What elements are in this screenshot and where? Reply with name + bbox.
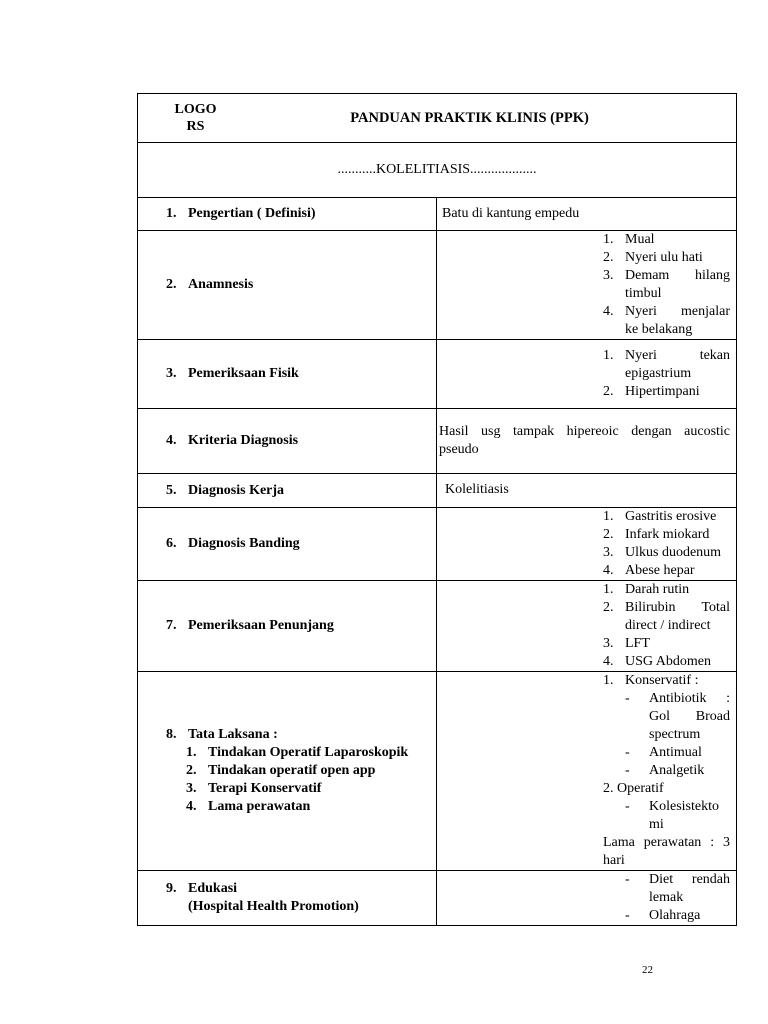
list-item: direct / indirect <box>625 618 711 633</box>
lama-perawatan: Lama perawatan : 3 <box>603 835 731 850</box>
row-label-text: Tata Laksana : <box>188 727 278 742</box>
list-item: epigastrium <box>625 366 692 381</box>
row-value <box>437 581 737 672</box>
row-value <box>437 340 737 409</box>
row-edukasi <box>138 871 737 926</box>
row-number: 1. <box>166 206 177 221</box>
row-label <box>138 474 437 508</box>
list-item: 2. Nyeri ulu hati <box>603 250 703 265</box>
dash-item: - Diet rendah <box>625 872 731 887</box>
logo-line2: RS <box>186 119 205 134</box>
row-label-text: Pemeriksaan Penunjang <box>188 618 334 633</box>
row-label-text: Anamnesis <box>188 277 254 292</box>
row-number: 2. <box>166 277 177 292</box>
row-label-text: Pemeriksaan Fisik <box>188 366 299 381</box>
list-item: ke belakang <box>625 322 693 337</box>
row-label <box>138 672 437 871</box>
row-number: 6. <box>166 536 177 551</box>
row-value <box>437 198 737 231</box>
page-number: 22 <box>642 964 653 976</box>
row-label <box>138 231 437 340</box>
value-text: pseudo <box>439 442 479 457</box>
dash-item: - Kolesistekto <box>625 799 719 814</box>
dash-item-cont: Gol Broad <box>649 709 731 724</box>
anamnesis-list <box>439 231 730 339</box>
sub-item: 2. Tindakan operatif open app <box>186 763 376 778</box>
document-title: PANDUAN PRAKTIK KLINIS (PPK) <box>350 109 589 126</box>
row-label <box>138 581 437 672</box>
sub-item: 4. Lama perawatan <box>186 799 311 814</box>
operatif-heading: 2. Operatif <box>603 781 664 796</box>
value-text: Hasil usg tampak hipereoic dengan aucostic <box>439 424 731 439</box>
list-item: 2. Bilirubin Total <box>603 600 731 615</box>
header-row <box>138 94 737 143</box>
row-value <box>437 508 737 581</box>
logo-line1: LOGO <box>174 102 217 117</box>
row-value <box>437 231 737 340</box>
row-label <box>138 340 437 409</box>
dash-item-cont: mi <box>649 817 664 832</box>
banding-list <box>439 508 730 580</box>
row-tata-laksana <box>138 672 737 871</box>
row-label-text: Kriteria Diagnosis <box>188 433 299 448</box>
penunjang-list <box>439 581 730 671</box>
list-item: 3. Ulkus duodenum <box>603 545 722 560</box>
sub-item: 1. Tindakan Operatif Laparoskopik <box>186 745 409 760</box>
header-cell <box>138 94 737 143</box>
row-label <box>138 508 437 581</box>
row-anamnesis <box>138 231 737 340</box>
dash-item-cont: spectrum <box>649 727 701 742</box>
row-label <box>138 871 437 926</box>
row-pemeriksaan-penunjang <box>138 581 737 672</box>
row-number: 7. <box>166 618 177 633</box>
dash-item: - Analgetik <box>625 763 705 778</box>
fisik-list <box>439 347 730 401</box>
row-pemeriksaan-fisik <box>138 340 737 409</box>
list-item: 1. Nyeri tekan <box>603 348 731 363</box>
row-label-text: Diagnosis Banding <box>188 536 300 551</box>
row-label <box>138 409 437 474</box>
list-item: 1. Darah rutin <box>603 582 690 597</box>
lama-perawatan-cont: hari <box>603 853 625 868</box>
list-item: 1. Gastritis erosive <box>603 509 717 524</box>
dash-item: - Antibiotik : <box>625 691 731 706</box>
dash-item: - Olahraga <box>625 908 701 923</box>
row-label-text: Pengertian ( Definisi) <box>188 206 316 221</box>
row-label-sub: (Hospital Health Promotion) <box>188 899 359 914</box>
list-item: 3. LFT <box>603 636 650 651</box>
row-number: 9. <box>166 881 177 896</box>
dash-item-cont: lemak <box>649 890 684 905</box>
list-item: timbul <box>625 286 662 301</box>
value-text: Batu di kantung empedu <box>442 206 580 221</box>
list-item: 1. Mual <box>603 232 655 247</box>
list-item: 4. Abese hepar <box>603 563 695 578</box>
list-item: 4. USG Abdomen <box>603 654 711 669</box>
sub-item: 3. Terapi Konservatif <box>186 781 322 796</box>
list-item: 3. Demam hilang <box>603 268 731 283</box>
dash-item: - Antimual <box>625 745 702 760</box>
row-number: 3. <box>166 366 177 381</box>
row-label <box>138 198 437 231</box>
tatalaksana-list <box>439 672 730 690</box>
hospital-logo-placeholder <box>138 101 253 135</box>
row-diagnosis-kerja <box>138 474 737 508</box>
row-label-text: Edukasi <box>188 881 238 896</box>
row-label-text: Diagnosis Kerja <box>188 482 285 498</box>
list-item: 4. Nyeri menjalar <box>603 304 731 319</box>
row-pengertian <box>138 198 737 231</box>
list-item: 2. Hipertimpani <box>603 384 700 399</box>
row-number: 4. <box>166 433 177 448</box>
row-number: 8. <box>166 727 177 742</box>
row-value <box>437 474 737 508</box>
ppk-table <box>137 93 737 926</box>
value-text: Kolelitiasis <box>445 482 509 497</box>
row-value <box>437 672 737 871</box>
topic-row <box>138 143 737 198</box>
row-diagnosis-banding <box>138 508 737 581</box>
row-value <box>437 409 737 474</box>
row-value <box>437 871 737 926</box>
list-item: 1. Konservatif : <box>603 673 699 688</box>
row-number: 5. <box>166 482 177 498</box>
list-item: 2. Infark miokard <box>603 527 710 542</box>
row-kriteria-diagnosis <box>138 409 737 474</box>
topic-title: ...........KOLELITIASIS................... <box>138 143 737 198</box>
